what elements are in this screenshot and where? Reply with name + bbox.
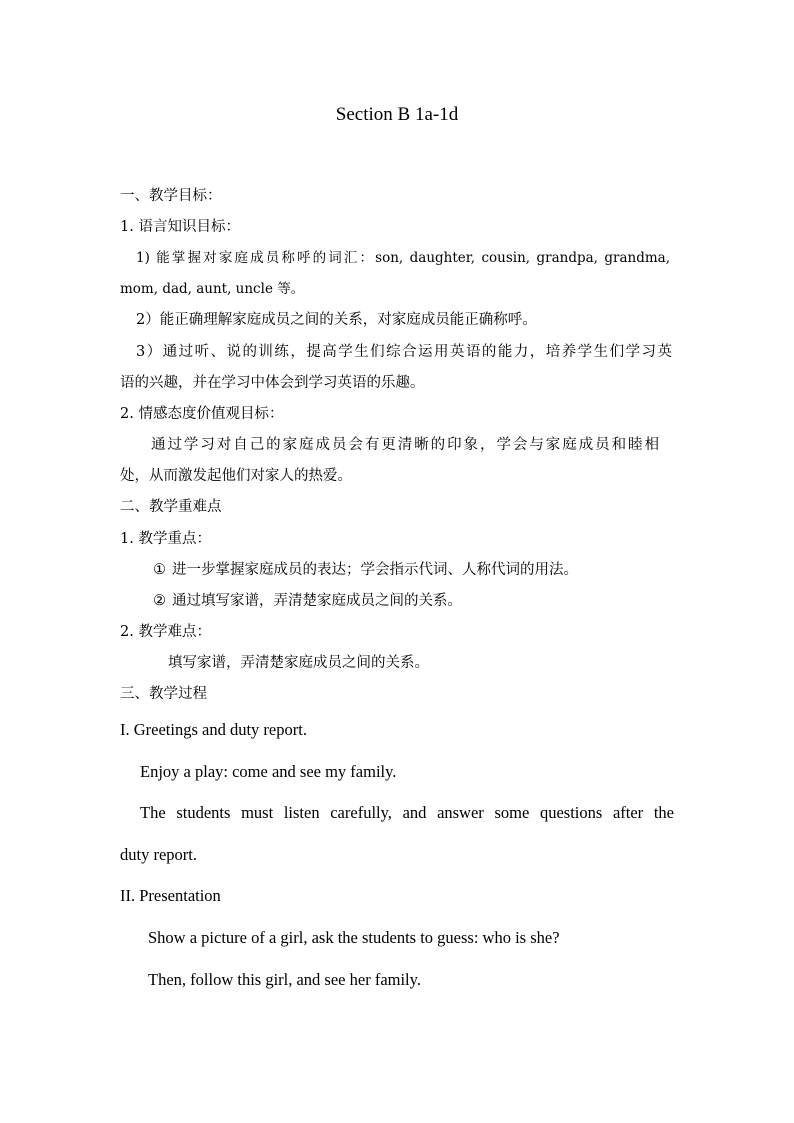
step-2-line-b: Then, follow this girl, and see her family. <box>148 970 421 989</box>
objective-item-3-line-2: 语的兴趣，并在学习中体会到学习英语的乐趣。 <box>120 375 425 391</box>
process-heading: 三、教学过程 <box>120 686 207 702</box>
key-points-heading: 二、教学重难点 <box>120 499 222 515</box>
objectives-heading: 一、教学目标： <box>120 188 222 204</box>
emotion-objective-line-2: 处，从而激发起他们对家人的热爱。 <box>120 468 352 484</box>
difficulty-text: 填写家谱，弄清楚家庭成员之间的关系。 <box>168 655 429 671</box>
objective-item-1-line-2: mom, dad, aunt, uncle 等。 <box>120 281 305 297</box>
focus-item-1 <box>153 560 578 580</box>
objective-item-3-line-1: 3）通过听、说的训练，提高学生们综合运用英语的能力，培养学生们学习英 <box>136 344 672 360</box>
objective-item-2: 2）能正确理解家庭成员之间的关系，对家庭成员能正确称呼。 <box>136 312 537 328</box>
circled-two-marker: ② <box>153 593 166 609</box>
step-1-line-b-1: The students must listen carefully, and answer some questions after the <box>140 803 674 822</box>
step-1-line-a: Enjoy a play: come and see my family. <box>140 762 397 781</box>
page-title: Section B 1a-1d <box>335 104 459 125</box>
circled-one-marker: ① <box>153 562 166 578</box>
focus-item-2 <box>153 591 462 611</box>
focus-item-2-text: 通过填写家谱，弄清楚家庭成员之间的关系。 <box>172 593 462 609</box>
step-2-heading: II. Presentation <box>120 886 221 905</box>
step-1-heading: I. Greetings and duty report. <box>120 720 307 739</box>
focus-heading: 1. 教学重点： <box>120 531 211 547</box>
focus-item-1-text: 进一步掌握家庭成员的表达；学会指示代词、人称代词的用法。 <box>172 562 578 578</box>
emotion-objectives-heading: 2. 情感态度价值观目标： <box>120 406 284 422</box>
objective-item-1-line-1: 1) 能掌握对家庭成员称呼的词汇：son, daughter, cousin, grandpa, grandma, <box>136 250 670 266</box>
step-1-line-b-2: duty report. <box>120 845 197 864</box>
step-2-line-a: Show a picture of a girl, ask the students to guess: who is she? <box>148 928 560 947</box>
language-objectives-heading: 1. 语言知识目标： <box>120 219 240 235</box>
difficulty-heading: 2. 教学难点： <box>120 624 211 640</box>
emotion-objective-line-1: 通过学习对自己的家庭成员会有更清晰的印象，学会与家庭成员和睦相 <box>151 437 659 453</box>
